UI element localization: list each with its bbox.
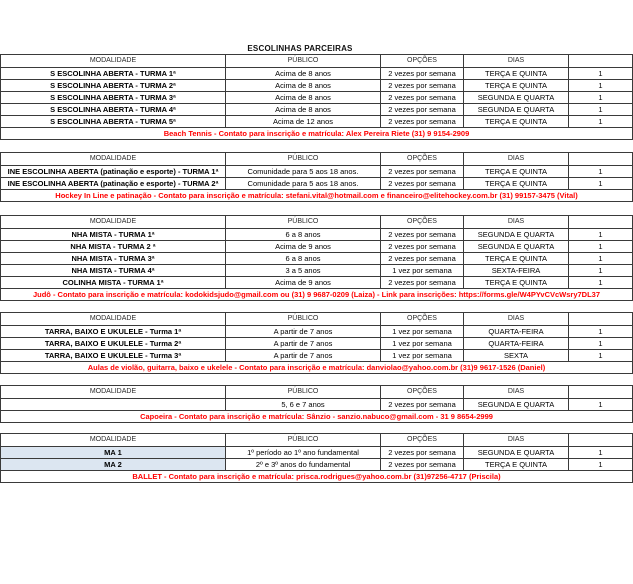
col-header-publico: PÚBLICO [226, 313, 381, 326]
cell-dias: SEXTA-FEIRA [464, 265, 569, 277]
cell-opcoes: 2 vezes por semana [381, 459, 464, 471]
col-header-dias: DIAS [464, 153, 569, 166]
table-row [1, 277, 633, 289]
cell-horario: 1 [569, 265, 633, 277]
cell-horario: 1 [569, 178, 633, 190]
cell-horario: 1 [569, 459, 633, 471]
col-header-publico: PÚBLICO [226, 434, 381, 447]
header-row [1, 386, 633, 399]
cell-publico: Acima de 12 anos [226, 116, 381, 128]
schedule-table-judo [0, 215, 633, 301]
table-row [1, 399, 633, 411]
cell-dias: SEGUNDA E QUARTA [464, 92, 569, 104]
col-header-extra [569, 386, 633, 399]
schedule-table-musica [0, 312, 633, 374]
cell-dias: SEGUNDA E QUARTA [464, 241, 569, 253]
col-header-publico: PÚBLICO [226, 386, 381, 399]
col-header-dias: DIAS [464, 434, 569, 447]
cell-dias: TERÇA E QUINTA [464, 459, 569, 471]
table-row [1, 80, 633, 92]
cell-publico: A partir de 7 anos [226, 350, 381, 362]
cell-modalidade: S ESCOLINHA ABERTA - TURMA 5ª [1, 116, 226, 128]
cell-publico: Comunidade para 5 aos 18 anos. [226, 166, 381, 178]
col-header-dias: DIAS [464, 313, 569, 326]
table-row [1, 265, 633, 277]
col-header-modalidade: MODALIDADE [1, 386, 226, 399]
cell-opcoes: 2 vezes por semana [381, 116, 464, 128]
document-page [0, 44, 603, 584]
cell-opcoes: 2 vezes por semana [381, 92, 464, 104]
cell-horario: 1 [569, 229, 633, 241]
cell-modalidade: INE ESCOLINHA ABERTA (patinação e esporte) - TURMA 2ª [1, 178, 226, 190]
col-header-modalidade: MODALIDADE [1, 216, 226, 229]
col-header-extra [569, 55, 633, 68]
cell-modalidade: S ESCOLINHA ABERTA - TURMA 3ª [1, 92, 226, 104]
cell-dias: SEGUNDA E QUARTA [464, 229, 569, 241]
col-header-dias: DIAS [464, 216, 569, 229]
cell-publico: Acima de 8 anos [226, 80, 381, 92]
cell-dias: QUARTA-FEIRA [464, 338, 569, 350]
cell-horario: 1 [569, 166, 633, 178]
contact-footer-row [1, 362, 633, 374]
table-row [1, 92, 633, 104]
cell-publico: 6 a 8 anos [226, 253, 381, 265]
table-row [1, 326, 633, 338]
cell-opcoes: 2 vezes por semana [381, 178, 464, 190]
cell-dias: SEGUNDA E QUARTA [464, 104, 569, 116]
cell-publico: Acima de 9 anos [226, 277, 381, 289]
cell-modalidade: NHA MISTA - TURMA 3ª [1, 253, 226, 265]
cell-horario: 1 [569, 399, 633, 411]
header-row [1, 434, 633, 447]
col-header-modalidade: MODALIDADE [1, 313, 226, 326]
contact-footer: Judô - Contato para inscrição e matrícula: kodokidsjudo@gmail.com ou (31) 9 9687-0209 (Laiza) - Link para inscrições: https://forms.gle/W4PYvCVcWsry7DL37 [1, 289, 633, 301]
table-row [1, 166, 633, 178]
cell-horario: 1 [569, 80, 633, 92]
table-row [1, 68, 633, 80]
schedule-table-beach-tennis [0, 54, 633, 140]
cell-modalidade: TARRA, BAIXO E UKULELE - Turma 1ª [1, 326, 226, 338]
col-header-extra [569, 153, 633, 166]
cell-horario: 1 [569, 116, 633, 128]
col-header-modalidade: MODALIDADE [1, 55, 226, 68]
contact-footer: Capoeira - Contato para inscrição e matrícula: Sânzio - sanzio.nabuco@gmail.com - 31 9 8654-2999 [1, 411, 633, 423]
cell-opcoes: 2 vezes por semana [381, 241, 464, 253]
cell-horario: 1 [569, 92, 633, 104]
col-header-extra [569, 434, 633, 447]
table-row [1, 178, 633, 190]
cell-modalidade: S ESCOLINHA ABERTA - TURMA 4ª [1, 104, 226, 116]
cell-opcoes: 2 vezes por semana [381, 399, 464, 411]
contact-footer: Aulas de violão, guitarra, baixo e ukelele - Contato para inscrição e matrícula: danviolao@yahoo.com.br (31)9 9617-1526 (Daniel) [1, 362, 633, 374]
cell-horario: 1 [569, 447, 633, 459]
table-row [1, 253, 633, 265]
table-row [1, 104, 633, 116]
table-row [1, 116, 633, 128]
contact-footer: Hockey In Line e patinação - Contato para inscrição e matrícula: stefani.vital@hotmail.com e financeiro@elitehockey.com.br (31) 99157-3475 (Vital) [1, 190, 633, 202]
cell-dias: TERÇA E QUINTA [464, 178, 569, 190]
cell-publico: A partir de 7 anos [226, 326, 381, 338]
col-header-extra [569, 313, 633, 326]
cell-modalidade: TARRA, BAIXO E UKULELE - Turma 3ª [1, 350, 226, 362]
cell-dias: TERÇA E QUINTA [464, 166, 569, 178]
cell-publico: 1º período ao 1º ano fundamental [226, 447, 381, 459]
col-header-opcoes: OPÇÕES [381, 386, 464, 399]
col-header-modalidade: MODALIDADE [1, 153, 226, 166]
cell-opcoes: 2 vezes por semana [381, 253, 464, 265]
cell-modalidade: COLINHA MISTA - TURMA 1ª [1, 277, 226, 289]
cell-publico: Acima de 9 anos [226, 241, 381, 253]
cell-opcoes: 1 vez por semana [381, 338, 464, 350]
table-row [1, 350, 633, 362]
col-header-publico: PÚBLICO [226, 55, 381, 68]
header-row [1, 55, 633, 68]
cell-horario: 1 [569, 277, 633, 289]
col-header-opcoes: OPÇÕES [381, 434, 464, 447]
col-header-opcoes: OPÇÕES [381, 216, 464, 229]
contact-footer-row [1, 411, 633, 423]
cell-publico: 6 a 8 anos [226, 229, 381, 241]
cell-publico: Acima de 8 anos [226, 92, 381, 104]
cell-publico: 3 a 5 anos [226, 265, 381, 277]
contact-footer-row [1, 289, 633, 301]
page-title: ESCOLINHAS PARCEIRAS [247, 44, 353, 53]
header-row [1, 153, 633, 166]
col-header-opcoes: OPÇÕES [381, 153, 464, 166]
cell-dias: TERÇA E QUINTA [464, 253, 569, 265]
cell-opcoes: 1 vez por semana [381, 350, 464, 362]
cell-dias: TERÇA E QUINTA [464, 277, 569, 289]
contact-footer-row [1, 190, 633, 202]
cell-dias: TERÇA E QUINTA [464, 68, 569, 80]
col-header-dias: DIAS [464, 386, 569, 399]
cell-publico: Acima de 8 anos [226, 104, 381, 116]
cell-dias: SEXTA [464, 350, 569, 362]
table-row [1, 447, 633, 459]
cell-publico: Comunidade para 5 aos 18 anos. [226, 178, 381, 190]
cell-horario: 1 [569, 338, 633, 350]
header-row [1, 216, 633, 229]
cell-opcoes: 2 vezes por semana [381, 277, 464, 289]
col-header-modalidade: MODALIDADE [1, 434, 226, 447]
cell-modalidade: NHA MISTA - TURMA 2 ª [1, 241, 226, 253]
cell-opcoes: 2 vezes por semana [381, 80, 464, 92]
cell-modalidade: S ESCOLINHA ABERTA - TURMA 2ª [1, 80, 226, 92]
table-row [1, 459, 633, 471]
cell-publico: 2º e 3º anos do fundamental [226, 459, 381, 471]
schedule-table-ballet [0, 433, 633, 483]
cell-opcoes: 2 vezes por semana [381, 104, 464, 116]
col-header-dias: DIAS [464, 55, 569, 68]
cell-modalidade: S ESCOLINHA ABERTA - TURMA 1ª [1, 68, 226, 80]
col-header-extra [569, 216, 633, 229]
contact-footer: Beach Tennis - Contato para inscrição e matrícula: Alex Pereira Riete (31) 9 9154-2909 [1, 128, 633, 140]
contact-footer-row [1, 128, 633, 140]
cell-dias: TERÇA E QUINTA [464, 116, 569, 128]
col-header-opcoes: OPÇÕES [381, 313, 464, 326]
cell-modalidade: TARRA, BAIXO E UKULELE - Turma 2ª [1, 338, 226, 350]
cell-horario: 1 [569, 241, 633, 253]
cell-publico: Acima de 8 anos [226, 68, 381, 80]
cell-modalidade: INE ESCOLINHA ABERTA (patinação e esporte) - TURMA 1ª [1, 166, 226, 178]
schedule-table-hockey [0, 152, 633, 202]
cell-publico: 5, 6 e 7 anos [226, 399, 381, 411]
cell-opcoes: 2 vezes por semana [381, 447, 464, 459]
cell-dias: SEGUNDA E QUARTA [464, 447, 569, 459]
contact-footer: BALLET - Contato para inscrição e matrícula: prisca.rodrigues@yahoo.com.br (31)97256-4717 (Priscila) [1, 471, 633, 483]
cell-modalidade: MA 2 [1, 459, 226, 471]
cell-opcoes: 2 vezes por semana [381, 166, 464, 178]
col-header-publico: PÚBLICO [226, 216, 381, 229]
table-row [1, 338, 633, 350]
cell-dias: TERÇA E QUINTA [464, 80, 569, 92]
cell-opcoes: 1 vez por semana [381, 265, 464, 277]
col-header-opcoes: OPÇÕES [381, 55, 464, 68]
contact-footer-row [1, 471, 633, 483]
col-header-publico: PÚBLICO [226, 153, 381, 166]
cell-dias: QUARTA-FEIRA [464, 326, 569, 338]
cell-horario: 1 [569, 104, 633, 116]
cell-modalidade: NHA MISTA - TURMA 4ª [1, 265, 226, 277]
cell-opcoes: 2 vezes por semana [381, 229, 464, 241]
cell-horario: 1 [569, 253, 633, 265]
table-row [1, 241, 633, 253]
cell-opcoes: 1 vez por semana [381, 326, 464, 338]
cell-horario: 1 [569, 350, 633, 362]
cell-modalidade [1, 399, 226, 411]
cell-modalidade: NHA MISTA - TURMA 1ª [1, 229, 226, 241]
cell-modalidade: MA 1 [1, 447, 226, 459]
cell-horario: 1 [569, 68, 633, 80]
cell-horario: 1 [569, 326, 633, 338]
header-row [1, 313, 633, 326]
schedule-table-capoeira [0, 385, 633, 423]
cell-publico: A partir de 7 anos [226, 338, 381, 350]
table-row [1, 229, 633, 241]
cell-dias: SEGUNDA E QUARTA [464, 399, 569, 411]
cell-opcoes: 2 vezes por semana [381, 68, 464, 80]
